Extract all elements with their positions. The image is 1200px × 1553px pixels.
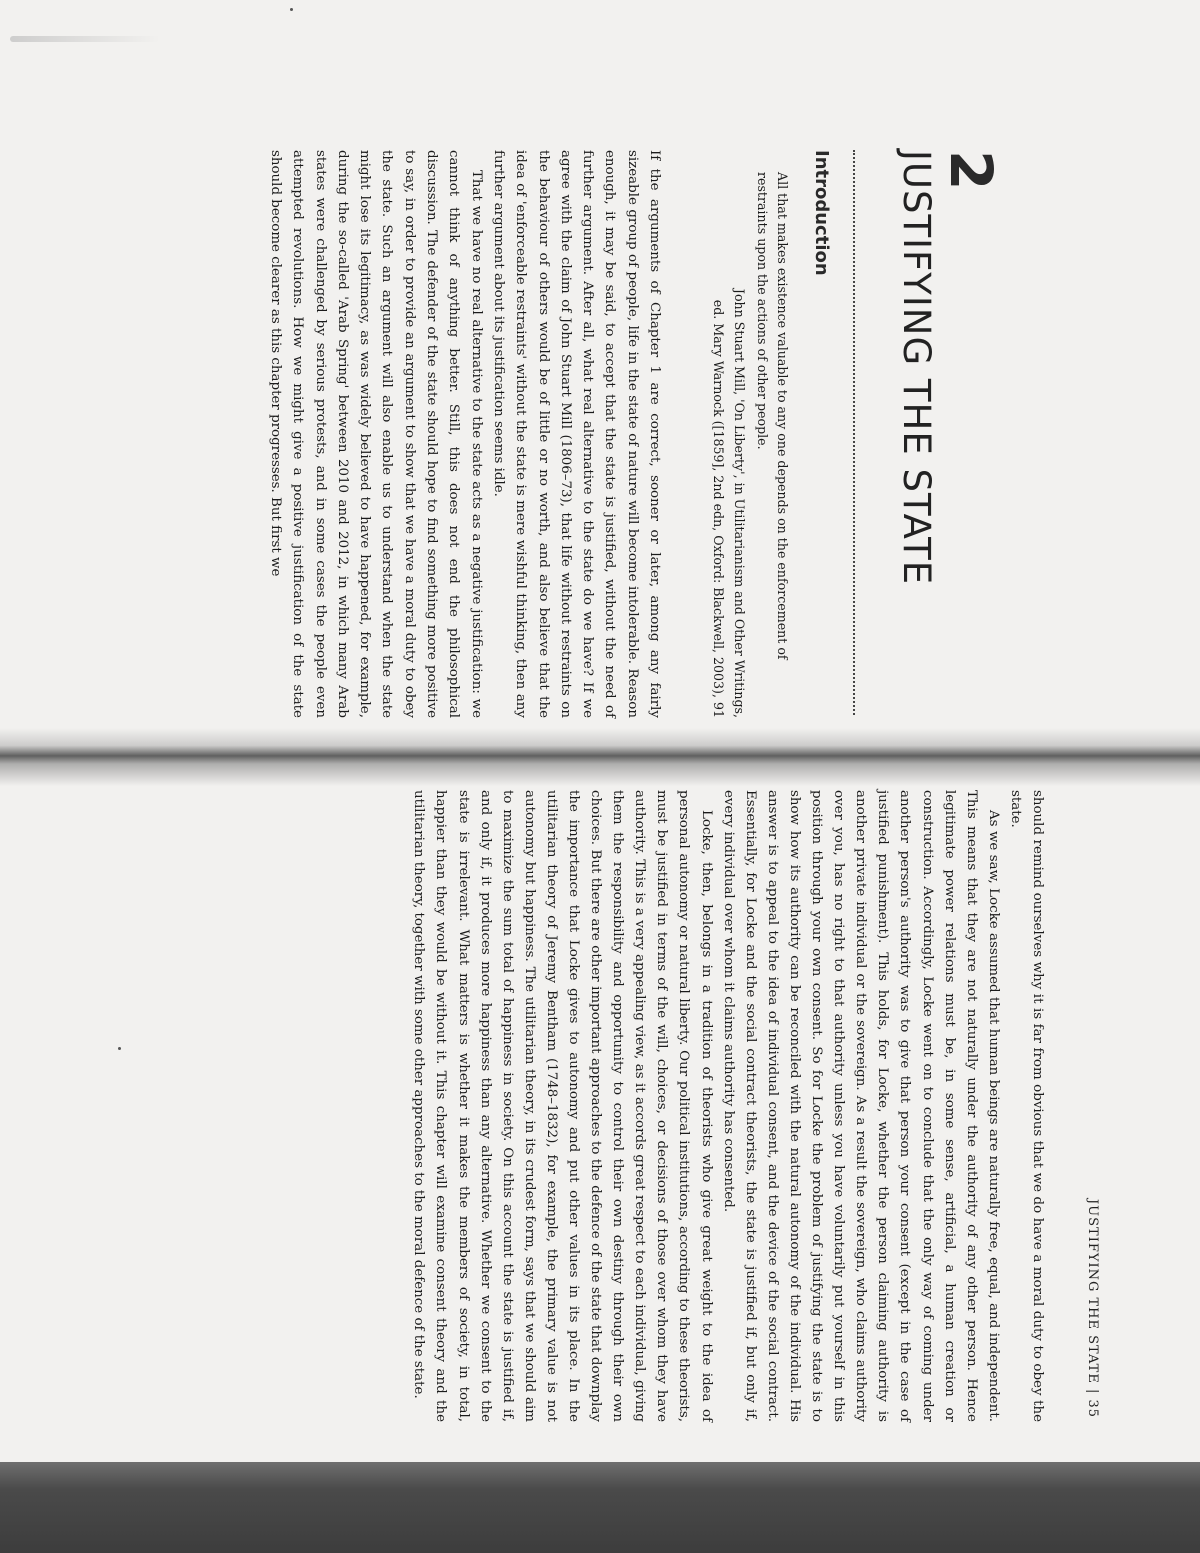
book-gutter-shadow — [0, 728, 1200, 786]
paragraph: As we saw, Locke assumed that human beings are naturally free, equal, and independent. This means that they are not naturally under the authority of any other person. Hence legitimate power relations must be, in some sense, artificial, a human creation or construction. Accordingly, Locke went on to conclude that the only way of coming under another person's authority was to give that person your consent (except in the case of justified punishment). This holds, for Locke, whether the person claiming authority is another private individual or the sovereign. As a result the sovereign, who claims authority over you, has no right to that authority unless you have voluntarily put yourself in this position through your own consent. So for Locke the problem of justifying the state is to show how its authority can be reconciled with the natural autonomy of the individual. His answer is to appeal to the idea of individual consent, and the device of the social contract. Essentially, for Locke and the social contract theorists, the state is justified if, but only if, every individual over whom it claims authority has consented. — [720, 790, 1001, 1422]
paragraph: If the arguments of Chapter 1 are correct, sooner or later, among any fairly sizeable group of people, life in the state of nature will become intolerable. Reason enough, it may be said, to accept that the state is justified, without the need of further argument. After all, what real alternative to the state do we have? If we agree with the claim of John Stuart Mill (1806–73), that life without restraints on the behaviour of others would be of little or no worth, and also believe that the idea of 'enforceable restraints' without the state is mere wishful thinking, then any further argument about its justification seems idle. — [490, 150, 662, 718]
section-heading: Introduction — [811, 150, 832, 276]
epigraph-source-line: ed. Mary Warnock ([1859], 2nd edn, Oxford: Blackwell, 2003), 91 — [711, 299, 727, 718]
paragraph: should remind ourselves why it is far from obvious that we do have a moral duty to obey the state. — [1007, 790, 1045, 1422]
running-head: JUSTIFYING THE STATE | 35 — [1085, 1198, 1100, 1418]
chapter-number: 2 — [937, 150, 1005, 191]
paragraph: Locke, then, belongs in a tradition of theorists who give great weight to the idea of personal autonomy or natural liberty. Our political institutions, according to these theorists, must be justified in terms of the will, choices, or decisions of those over whom they have authority. This is a very appealing view, as it accords great respect to each individual, giving them the responsibility and opportunity to control their own destiny through their own choices. But there are other important approaches to the defence of the state that downplay the importance that Locke gives to autonomy and put other values in its place. In the utilitarian theory of Jeremy Bentham (1748–1832), for example, the primary value is not autonomy but happiness. The utilitarian theory, in its crudest form, says that we should aim to maximize the sum total of happiness in society. On this account the state is justified if, and only if, it produces more happiness than any alternative. Whether we consent to the state is irrelevant. What matters is whether it makes the members of society, in total, happier than they would be without it. This chapter will examine consent theory and the utilitarian theory, together with some other approaches to the moral defence of the state. — [411, 790, 714, 1422]
body-text — [407, 790, 1048, 1422]
epigraph-quote: All that makes existence valuable to any one depends on the enforcement of restraints upon the actions of other people. — [755, 172, 790, 660]
scan-edge-band — [0, 1462, 1200, 1553]
paragraph: That we have no real alternative to the state acts as a negative justification: we cannot think of anything better. Still, this does not end the philosophical discussion. The defender of the state should hope to find something more positive to say, in order to provide an argument to show that we have a moral duty to obey the state. Such an argument will also enable us to understand when the state might lose its legitimacy, as was widely believed to have happened, for example, during the so-called 'Arab Spring' between 2010 and 2012, in which many Arab states were challenged by serious protests, and in some cases the people even attempted revolutions. How we might give a positive justification of the state should become clearer as this chapter progresses. But first we — [267, 150, 484, 718]
chapter-title: JUSTIFYING THE STATE — [895, 150, 938, 586]
scan-speck — [118, 1047, 121, 1050]
epigraph-source-line: John Stuart Mill, 'On Liberty', in Utilitarianism and Other Writings, — [732, 288, 747, 718]
page-35 — [140, 790, 1100, 1430]
title-divider — [853, 150, 855, 715]
chapter-opening-page — [150, 150, 1005, 718]
body-text — [264, 150, 665, 718]
scan-speck — [290, 8, 293, 11]
epigraph-source — [708, 190, 749, 718]
scan-smudge — [10, 36, 160, 42]
